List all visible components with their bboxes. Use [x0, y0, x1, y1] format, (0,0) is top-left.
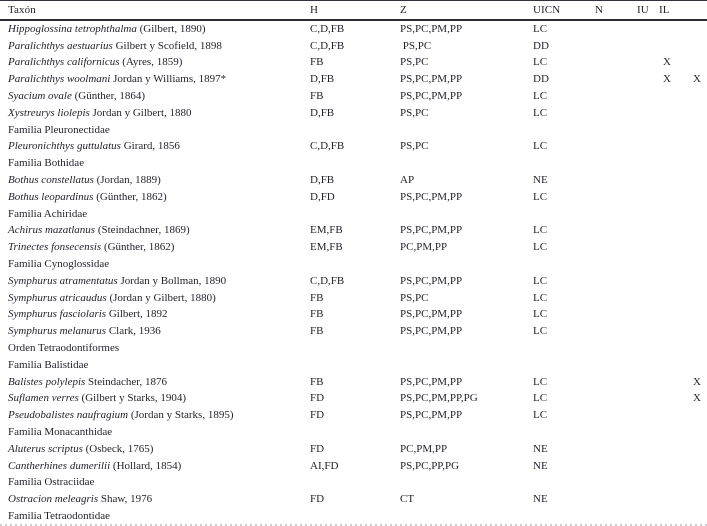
h-cell: FB	[310, 308, 324, 321]
z-cell: PS,PC,PM,PP	[400, 90, 463, 103]
uicn-cell: LC	[533, 22, 548, 35]
species-authority: (Jordan y Gilbert, 1880)	[106, 291, 216, 304]
taxon-cell	[8, 41, 310, 52]
table-row	[0, 55, 707, 72]
h-cell: FD	[310, 409, 325, 422]
species-authority: (Günther, 1864)	[71, 90, 146, 103]
species-authority: Jordan y Williams, 1897*	[110, 73, 227, 86]
species-authority: (Gilbert y Starks, 1904)	[78, 392, 187, 405]
z-cell: PS,PC	[400, 39, 432, 52]
taxon-cell	[8, 393, 310, 404]
group-row	[0, 508, 707, 525]
table-row	[0, 441, 707, 458]
h-cell: FB	[310, 90, 324, 103]
table-row	[0, 88, 707, 105]
z-cell: CT	[400, 493, 415, 506]
h-cell: C,D,FB	[310, 22, 345, 35]
species-name: Xystreurys liolepis	[8, 106, 90, 119]
group-label: Familia Cynoglossidae	[8, 258, 110, 271]
group-row	[0, 155, 707, 172]
z-cell: PS,PC,PM,PP	[400, 375, 463, 388]
taxon-cell	[8, 108, 310, 119]
h-cell: D,FD	[310, 190, 335, 203]
species-name: Paralichthys californicus	[8, 56, 120, 69]
z-cell: PS,PC,PM,PP,PG	[400, 392, 478, 405]
species-authority: (Jordan, 1889)	[93, 174, 161, 187]
h-cell: FB	[310, 375, 324, 388]
group-label: Familia Achiridae	[8, 207, 88, 220]
column-header-il: IL	[659, 3, 670, 16]
z-cell: PC,PM,PP	[400, 442, 448, 455]
column-header-taxon: Taxón	[8, 3, 36, 16]
z-cell: PS,PC,PM,PP	[400, 73, 463, 86]
h-cell: EM,FB	[310, 224, 343, 237]
table-row	[0, 139, 707, 156]
uicn-cell: LC	[533, 308, 548, 321]
species-authority: Gilbert, 1892	[106, 308, 168, 321]
species-name: Bothus constellatus	[8, 174, 94, 187]
extra-cell: X	[693, 73, 701, 86]
taxon-cell	[8, 377, 310, 388]
group-row	[0, 256, 707, 273]
h-cell: FD	[310, 442, 325, 455]
species-name: Syacium ovale	[8, 90, 72, 103]
z-cell: PS,PC	[400, 291, 429, 304]
il-cell: X	[663, 56, 671, 69]
taxon-cell	[8, 192, 310, 203]
taxon-cell	[8, 326, 310, 337]
uicn-cell: LC	[533, 90, 548, 103]
table-row	[0, 491, 707, 508]
species-name: Ostracion meleagris	[8, 493, 99, 506]
uicn-cell: LC	[533, 409, 548, 422]
column-header-z: Z	[400, 3, 407, 16]
uicn-cell: LC	[533, 325, 548, 338]
uicn-cell: DD	[533, 39, 549, 52]
species-authority: (Steindachner, 1869)	[95, 224, 190, 237]
extra-cell: X	[693, 392, 701, 405]
z-cell: PS,PC,PM,PP	[400, 325, 463, 338]
uicn-cell: LC	[533, 140, 548, 153]
table-row	[0, 290, 707, 307]
taxon-cell	[8, 461, 310, 472]
species-authority: Shaw, 1976	[98, 493, 153, 506]
uicn-cell: NE	[533, 174, 548, 187]
species-name: Bothus leopardinus	[8, 190, 94, 203]
species-authority: (Gilbert, 1890)	[136, 22, 206, 35]
table-row	[0, 458, 707, 475]
species-authority: Jordan y Gilbert, 1880	[89, 106, 192, 119]
uicn-cell: NE	[533, 442, 548, 455]
species-authority: (Jordan y Starks, 1895)	[128, 409, 234, 422]
species-authority: (Hollard, 1854)	[110, 459, 182, 472]
group-label: Familia Monacanthidae	[8, 426, 113, 439]
species-name: Paralichthys aestuarius	[8, 39, 113, 52]
h-cell: EM,FB	[310, 241, 343, 254]
taxon-cell	[8, 57, 310, 68]
taxon-cell	[8, 309, 310, 320]
z-cell: AP	[400, 174, 415, 187]
taxon-cell	[8, 293, 310, 304]
group-label: Familia Balistidae	[8, 358, 89, 371]
column-header-uicn: UICN	[533, 3, 561, 16]
species-authority: (Osbeck, 1765)	[82, 442, 154, 455]
uicn-cell: LC	[533, 375, 548, 388]
column-header-h: H	[310, 3, 319, 16]
table-row	[0, 307, 707, 324]
table-body	[0, 21, 707, 525]
species-authority: (Ayres, 1859)	[119, 56, 183, 69]
species-name: Trinectes fonsecensis	[8, 241, 102, 254]
group-label: Familia Bothidae	[8, 157, 85, 170]
extra-cell: X	[693, 375, 701, 388]
z-cell: PS,PC,PM,PP	[400, 190, 463, 203]
uicn-cell: NE	[533, 493, 548, 506]
group-row	[0, 340, 707, 357]
h-cell: C,D,FB	[310, 140, 345, 153]
table-row	[0, 172, 707, 189]
species-name: Paralichthys woolmani	[8, 73, 111, 86]
uicn-cell: LC	[533, 224, 548, 237]
taxon-cell	[8, 410, 310, 421]
table-row	[0, 323, 707, 340]
table-row	[0, 105, 707, 122]
taxon-cell	[8, 225, 310, 236]
species-name: Cantherhines dumerilii	[8, 459, 111, 472]
species-name: Suflamen verres	[8, 392, 79, 405]
table-row	[0, 223, 707, 240]
z-cell: PS,PC,PM,PP	[400, 274, 463, 287]
group-label: Familia Ostraciidae	[8, 476, 95, 489]
h-cell: D,FB	[310, 174, 335, 187]
taxon-cell	[8, 141, 310, 152]
species-name: Symphurus fasciolaris	[8, 308, 107, 321]
table-row	[0, 38, 707, 55]
species-name: Symphurus melanurus	[8, 325, 107, 338]
table-header-row	[0, 0, 707, 21]
h-cell: D,FB	[310, 73, 335, 86]
z-cell: PS,PC,PP,PG	[400, 459, 460, 472]
uicn-cell: LC	[533, 392, 548, 405]
species-authority: Jordan y Bollman, 1890	[117, 274, 227, 287]
species-authority: (Günther, 1862)	[93, 190, 167, 203]
table-row	[0, 391, 707, 408]
z-cell: PS,PC,PM,PP	[400, 224, 463, 237]
species-name: Hippoglossina tetrophthalma	[8, 22, 137, 35]
uicn-cell: LC	[533, 106, 548, 119]
z-cell: PS,PC,PM,PP	[400, 22, 463, 35]
group-row	[0, 122, 707, 139]
group-label: Familia Pleuronectidae	[8, 123, 110, 136]
taxon-cell	[8, 494, 310, 505]
taxon-cell	[8, 276, 310, 287]
uicn-cell: LC	[533, 56, 548, 69]
species-name: Symphurus atramentatus	[8, 274, 118, 287]
z-cell: PC,PM,PP	[400, 241, 448, 254]
il-cell: X	[663, 73, 671, 86]
species-authority: Gilbert y Scofield, 1898	[112, 39, 222, 52]
h-cell: C,D,FB	[310, 39, 345, 52]
taxon-cell	[8, 24, 310, 35]
table-row	[0, 374, 707, 391]
taxon-cell	[8, 175, 310, 186]
table-row	[0, 189, 707, 206]
h-cell: AI,FD	[310, 459, 339, 472]
species-name: Achirus mazatlanus	[8, 224, 96, 237]
species-name: Pleuronichthys guttulatus	[8, 140, 121, 153]
group-label: Orden Tetraodontiformes	[8, 342, 120, 355]
group-row	[0, 357, 707, 374]
h-cell: FB	[310, 56, 324, 69]
species-authority: Clark, 1936	[106, 325, 161, 338]
h-cell: FD	[310, 392, 325, 405]
z-cell: PS,PC	[400, 106, 429, 119]
taxon-cell	[8, 74, 310, 85]
uicn-cell: LC	[533, 241, 548, 254]
species-authority: (Günther, 1862)	[101, 241, 175, 254]
uicn-cell: LC	[533, 274, 548, 287]
uicn-cell: DD	[533, 73, 549, 86]
table-row	[0, 21, 707, 38]
z-cell: PS,PC	[400, 56, 429, 69]
table-row	[0, 273, 707, 290]
taxon-cell	[8, 444, 310, 455]
species-authority: Steindacher, 1876	[85, 375, 168, 388]
group-row	[0, 206, 707, 223]
species-name: Symphurus atricaudus	[8, 291, 107, 304]
uicn-cell: LC	[533, 190, 548, 203]
z-cell: PS,PC	[400, 140, 429, 153]
species-name: Aluterus scriptus	[8, 442, 83, 455]
z-cell: PS,PC,PM,PP	[400, 409, 463, 422]
h-cell: FB	[310, 325, 324, 338]
group-label: Familia Tetraodontidae	[8, 510, 110, 522]
species-name: Pseudobalistes naufragium	[8, 409, 129, 422]
group-row	[0, 424, 707, 441]
table-row	[0, 71, 707, 88]
h-cell: C,D,FB	[310, 274, 345, 287]
uicn-cell: LC	[533, 291, 548, 304]
taxon-cell	[8, 91, 310, 102]
table-row	[0, 407, 707, 424]
h-cell: FB	[310, 291, 324, 304]
species-name: Balistes polylepis	[8, 375, 86, 388]
column-header-n: N	[595, 3, 604, 16]
uicn-cell: NE	[533, 459, 548, 472]
h-cell: FD	[310, 493, 325, 506]
taxon-cell	[8, 242, 310, 253]
table-row	[0, 239, 707, 256]
group-row	[0, 475, 707, 492]
column-header-iu: IU	[637, 3, 649, 16]
z-cell: PS,PC,PM,PP	[400, 308, 463, 321]
h-cell: D,FB	[310, 106, 335, 119]
species-authority: Girard, 1856	[120, 140, 180, 153]
